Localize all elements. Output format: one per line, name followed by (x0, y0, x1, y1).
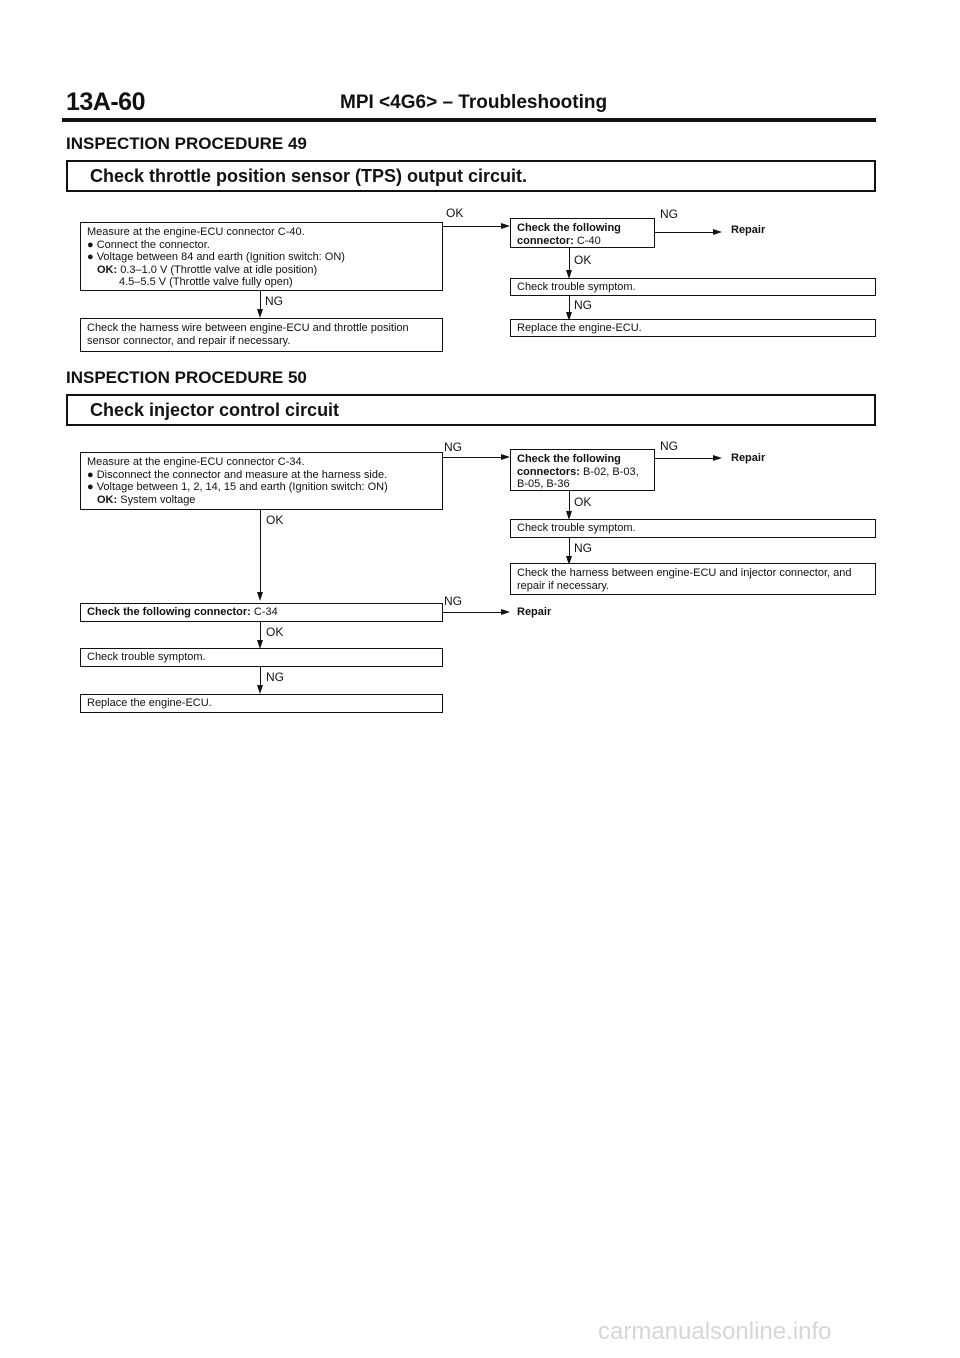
procedure-49-heading: INSPECTION PROCEDURE 49 (66, 134, 307, 153)
connector-line (260, 622, 261, 642)
replace-box-50: Replace the engine-ECU. (80, 694, 443, 713)
connector-line (260, 510, 261, 594)
ng-label: NG (266, 670, 284, 684)
ok-criteria (87, 494, 436, 507)
connector-line (655, 458, 715, 459)
ok-label: OK (574, 495, 592, 509)
procedure-50-heading: INSPECTION PROCEDURE 50 (66, 368, 307, 387)
connector-ids: B-02, B-03, B-05, B-36 (517, 465, 639, 490)
arrow-down-icon (257, 592, 263, 601)
ok-label: OK: (97, 493, 118, 506)
measure-line: Measure at the engine-ECU connector C-34. (87, 456, 305, 468)
ok-label: OK (446, 206, 464, 220)
ng-label: NG (444, 440, 462, 454)
measure-bullet: ● Voltage between 1, 2, 14, 15 and earth (Ignition switch: ON) (87, 481, 388, 493)
ng-label: NG (265, 294, 283, 308)
trouble-box-49: Check trouble symptom. (510, 278, 876, 296)
connector-line (260, 667, 261, 687)
repair-label: Repair (731, 224, 766, 236)
ng-label: NG (444, 594, 462, 608)
ng-label: NG (574, 541, 592, 555)
ng-label: NG (660, 439, 678, 453)
connector-id: C-40 (573, 234, 601, 247)
connector-box-49 (510, 218, 655, 248)
connector-line (260, 291, 261, 311)
connector-id: C-34 (250, 606, 278, 618)
measure-bullet: ● Connect the connector. (87, 238, 210, 251)
arrow-right-icon (713, 229, 722, 235)
measure-box-50 (80, 452, 443, 510)
measure-bullet: ● Disconnect the connector and measure at the harness side. (87, 468, 388, 481)
header-rule (62, 118, 876, 122)
ng-label: NG (574, 298, 592, 312)
ok-value: 0.3–1.0 V (Throttle valve at idle position) (117, 263, 318, 276)
ok-value-2: 4.5–5.5 V (Throttle valve fully open) (119, 276, 293, 288)
ok-label: OK: (97, 263, 118, 276)
measure-bullet: ● Voltage between 84 and earth (Ignition switch: ON) (87, 251, 345, 263)
connector-line (443, 457, 503, 458)
arrow-down-icon (257, 309, 263, 318)
page-number: 13A-60 (66, 88, 145, 116)
harness-box-49: Check the harness wire between engine-ECU and throttle position sensor connector, and repair if necessary. (80, 318, 443, 352)
repair-label: Repair (517, 606, 552, 618)
trouble-box-50-right: Check trouble symptom. (510, 519, 876, 538)
ok-criteria (87, 264, 436, 277)
connector-line (443, 612, 503, 613)
connector-line (569, 248, 570, 272)
arrow-right-icon (501, 454, 510, 460)
connector-check-label: Check the following connector: (517, 222, 621, 247)
connector-check-label: Check the following connectors: (517, 453, 621, 478)
arrow-right-icon (713, 455, 722, 461)
connector-line (443, 226, 503, 227)
arrow-right-icon (501, 609, 510, 615)
connectors-box-50 (510, 449, 655, 491)
measure-line: Measure at the engine-ECU connector C-40. (87, 226, 305, 238)
page-title: MPI <4G6> – Troubleshooting (340, 92, 608, 113)
connector-box-50-left (80, 603, 443, 622)
connector-line (655, 232, 715, 233)
ok-value: System voltage (117, 493, 196, 506)
ng-label: NG (660, 207, 678, 221)
replace-box-49: Replace the engine-ECU. (510, 319, 876, 337)
connector-check-label: Check the following connector: (87, 606, 251, 618)
ok-label: OK (266, 625, 284, 639)
arrow-down-icon (257, 685, 263, 694)
harness-box-50: Check the harness between engine-ECU and injector connector, and repair if necessary. (510, 563, 876, 595)
ok-label: OK (266, 513, 284, 527)
connector-line (569, 538, 570, 558)
arrow-right-icon (501, 223, 510, 229)
trouble-box-50-left: Check trouble symptom. (80, 648, 443, 667)
ok-label: OK (574, 253, 592, 267)
repair-label: Repair (731, 452, 766, 464)
procedure-49-banner: Check throttle position sensor (TPS) output circuit. (66, 160, 876, 192)
procedure-50-banner: Check injector control circuit (66, 394, 876, 426)
measure-box-49 (80, 222, 443, 291)
watermark: carmanualsonline.info (598, 1318, 832, 1345)
connector-line (569, 491, 570, 513)
